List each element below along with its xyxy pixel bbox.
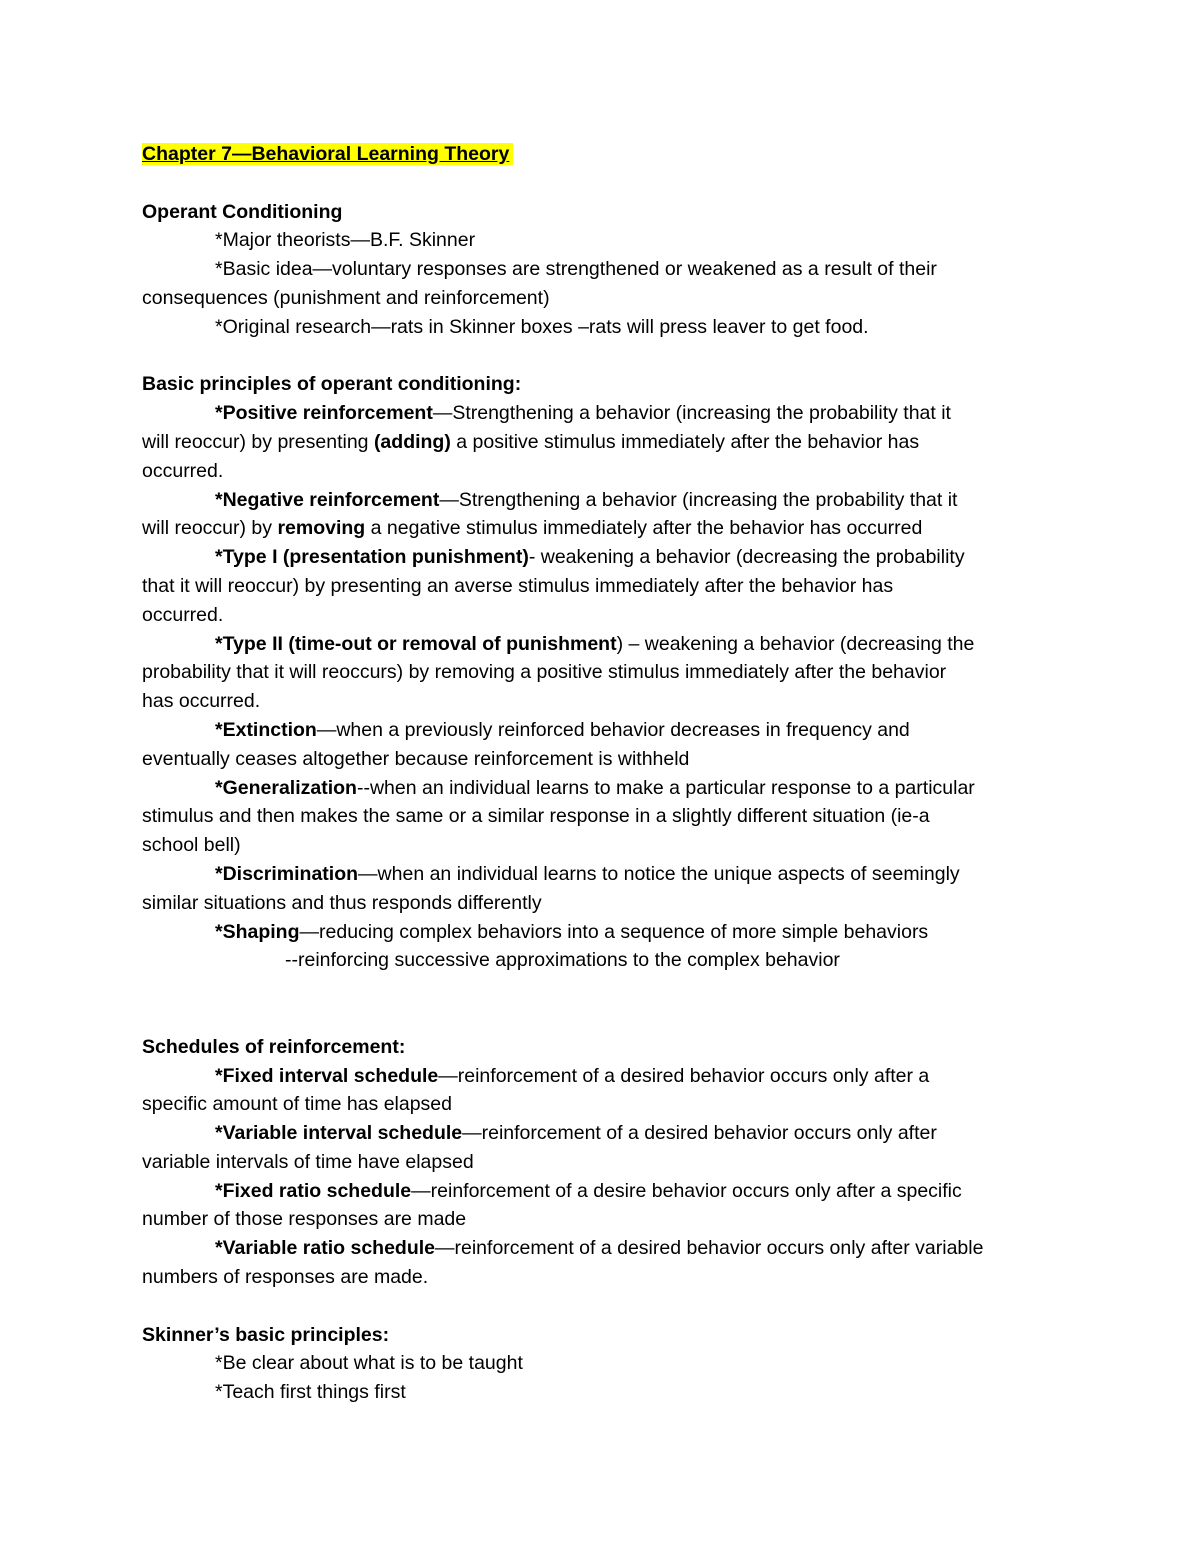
term: *Extinction [215,718,317,741]
schedule-fixed-ratio: *Fixed ratio schedule—reinforcement of a desire behavior occurs only after a specific [215,1179,962,1202]
principle-negative-reinforcement: *Negative reinforcement—Strengthening a behavior (increasing the probability that it [215,488,958,511]
schedule-variable-ratio: *Variable ratio schedule—reinforcement of a desired behavior occurs only after variable [215,1237,984,1260]
term: *Discrimination [215,862,359,885]
term: *Positive reinforcement [215,402,433,425]
principle-positive-reinforcement: *Positive reinforcement—Strengthening a behavior (increasing the probability that it [215,402,951,425]
principle-generalization: *Generalization--when an individual learns to make a particular response to a particular [215,776,975,799]
term: *Shaping [215,920,300,943]
operant-item-theorists: *Major theorists—B.F. Skinner [215,229,476,252]
principle-discrimination: *Discrimination—when an individual learns to notice the unique aspects of seemingly [215,862,960,885]
principle-shaping: *Shaping—reducing complex behaviors into a sequence of more simple behaviors [215,920,929,943]
schedule-fixed-interval: *Fixed interval schedule—reinforcement of a desired behavior occurs only after a [215,1064,930,1087]
principle-extinction: *Extinction—when a previously reinforced behavior decreases in frequency and [215,718,910,741]
skinner-item: *Be clear about what is to be taught [215,1352,523,1375]
document-page: Chapter 7—Behavioral Learning Theory Operant Conditioning *Major theorists—B.F. Skinner *Basic idea—voluntary responses are strengthened or weakened as a result of their consequences (punishment and reinforcement) *Original research—rats in Skinner boxes –rats will press leaver to get food. Basic principles of operant conditioning: *Positive reinforcement—Strengthening a behavior (increasing the probability that it will reoccur) by presenting (adding) a positive stimulus immediately after the behavior has occurred. *Negative reinforcement—Strengthening a behavior (increasing the probability that it will reoccur) by removing a negative stimulus immediately after the behavior has occurred *Type I (presentation punishment)- weakening a behavior (decreasing the probability that it will reoccur) by presenting an averse stimulus immediately after the behavior has occurred. *Type II (time-out or removal of punishment) – weakening a behavior (decreasing the probability that it will reoccurs) by removing a positive stimulus immediately after the behavior has occurred. *Extinction—when a previously reinforced behavior decreases in frequency and eventually ceases altogether because reinforcement is withheld *Generalization--when an individual learns to make a particular response to a particular stimulus and then makes the same or a similar response in a slightly different situation (ie-a school bell) *Discrimination—when an individual learns to notice the unique aspects of seemingly similar situations and thus responds differently *Shaping—reducing complex behaviors into a sequence of more simple behaviors --reinforcing successive approximations to the complex behavior Schedules of reinforcement: *Fixed interval schedule—reinforcement of a desired behavior occurs only after a specific amount of time has elapsed *Variable interval schedule—reinforcement of a desired behavior occurs only after variable intervals of time have elapsed *Fixed ratio schedule—reinforcement of a desire behavior occurs only after a specific number of those responses are made *Variable ratio schedule—reinforcement of a desired behavior occurs only after variable numbers of responses are made. Skinner’s basic principles: *Be clear about what is to be taught *Teach first things first [142,140,1062,1407]
term: *Fixed ratio schedule [215,1179,412,1202]
operant-item-basic-idea-cont: consequences (punishment and reinforcement) [142,286,550,309]
section-heading-schedules: Schedules of reinforcement: [142,1035,406,1058]
term: *Generalization [215,776,357,799]
term: *Variable ratio schedule [215,1237,436,1260]
term: *Type II (time-out or removal of punishment [215,632,617,655]
operant-item-research: *Original research—rats in Skinner boxes –rats will press leaver to get food. [215,315,869,338]
term: *Variable interval schedule [215,1122,463,1145]
section-heading-skinner: Skinner’s basic principles: [142,1323,390,1346]
term: *Negative reinforcement [215,488,440,511]
schedule-variable-interval: *Variable interval schedule—reinforcement of a desired behavior occurs only after [215,1122,937,1145]
principle-type-1-punishment: *Type I (presentation punishment)- weakening a behavior (decreasing the probability [215,546,965,569]
skinner-item: *Teach first things first [215,1381,406,1404]
operant-item-basic-idea: *Basic idea—voluntary responses are strengthened or weakened as a result of their [215,258,937,281]
principle-type-2-punishment: *Type II (time-out or removal of punishment) – weakening a behavior (decreasing the [215,632,975,655]
document-title: Chapter 7—Behavioral Learning Theory [142,143,513,165]
document-title-line [142,140,1062,169]
section-heading-principles: Basic principles of operant conditioning: [142,373,522,396]
term: *Fixed interval schedule [215,1064,439,1087]
principle-shaping-sub: --reinforcing successive approximations to the complex behavior [285,949,840,972]
section-heading-operant: Operant Conditioning [142,200,343,223]
term: *Type I (presentation punishment) [215,546,529,569]
